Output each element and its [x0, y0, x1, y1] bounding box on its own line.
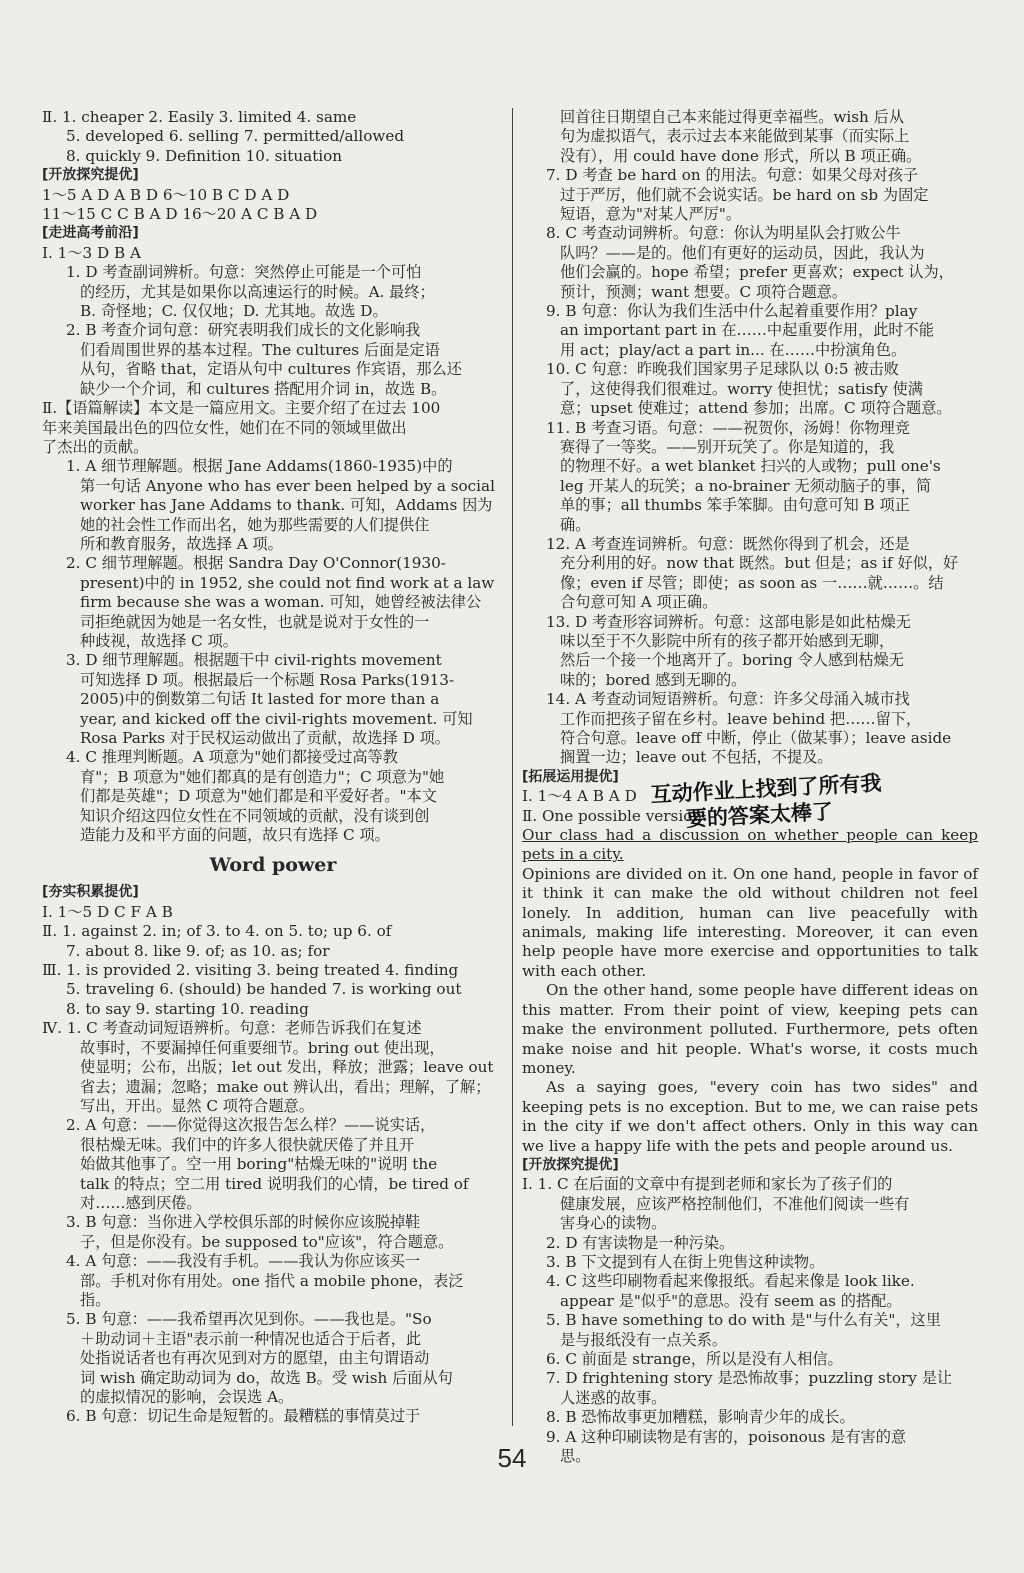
answer-line: 省去；遗漏；忽略；make out 辨认出，看出；理解，了解； [80, 1077, 491, 1096]
answer-line: 然后一个接一个地离开了。boring 令人感到枯燥无 [560, 651, 904, 670]
answer-line: appear 是"似乎"的意思。没有 seem as 的搭配。 [560, 1291, 902, 1310]
answer-line: 年来美国最出色的四位女性，她们在不同的领域里做出 [42, 418, 407, 437]
section-title: Word power [209, 854, 337, 877]
answer-line: 10. C 句意：昨晚我们国家男子足球队以 0:5 被击败 [546, 360, 899, 379]
answer-line: 5. traveling 6. (should) be handed 7. is working out [66, 980, 462, 999]
essay-paragraph: Opinions are divided on it. On one hand, people in favor of it think it can make the old without children not feel lonely. In addition, human can live peacefully with animals, making life interesting. Moreover, it can even help people have more exercise and opportunities to talk with each other. [522, 864, 978, 980]
answer-line: 合句意可知 A 项正确。 [560, 593, 718, 612]
answer-line: 子，但是你没有。be supposed to"应该"，符合题意。 [80, 1232, 454, 1251]
answer-line: 过于严厉，他们就不会说实话。be hard on sb 为固定 [560, 185, 929, 204]
answer-line: an important part in 在……中起重要作用，此时不能 [560, 321, 934, 340]
answer-line: 1～5 A D A B D 6～10 B C D A D [42, 185, 290, 204]
answer-line: Ⅰ. 1～3 D B A [42, 243, 141, 262]
answer-line: 7. D frightening story 是恐怖故事；puzzling story 是让 [546, 1369, 953, 1388]
handwritten-note-line: 互动作业上找到了所有我 [650, 770, 882, 807]
answer-line: 回首往日期望自己本来能过得更幸福些。wish 后从 [560, 108, 905, 126]
answer-line: 育"；B 项意为"她们都真的是有创造力"；C 项意为"她 [80, 767, 445, 786]
section-heading: [夯实积累提优] [42, 884, 139, 901]
answer-line: 8. to say 9. starting 10. reading [66, 999, 309, 1018]
answer-line: 她的社会性工作而出名，她为那些需要的人们提供住 [80, 515, 430, 534]
answer-line: Ⅱ.【语篇解读】本文是一篇应用文。主要介绍了在过去 100 [42, 399, 441, 418]
answer-line: ＋助动词＋主语"表示前一种情况也适合于后者，此 [80, 1329, 422, 1348]
answer-line: 确。 [560, 515, 591, 534]
answer-line: 7. about 8. like 9. of; as 10. as; for [66, 941, 330, 960]
answer-line: 11. B 考查习语。句意：——祝贺你，汤姆！你物理竞 [546, 418, 910, 437]
handwritten-note-line: 要的答案太棒了 [685, 799, 834, 832]
answer-line: 预计，预测；want 想要。C 项符合题意。 [560, 282, 848, 301]
answer-line: 2. C 细节理解题。根据 Sandra Day O'Connor(1930- [66, 554, 446, 573]
answer-line: 指。 [80, 1290, 111, 1309]
answer-line: Ⅱ. 1. cheaper 2. Easily 3. limited 4. same [42, 108, 357, 126]
answer-line: Ⅰ. 1～5 D C F A B [42, 902, 173, 921]
answer-line: 知识介绍这四位女性在不同领域的贡献，没有谈到创 [80, 806, 430, 825]
answer-line: 4. C 这些印刷物看起来像报纸。看起来像是 look like. [546, 1272, 915, 1291]
section-heading: [拓展运用提优] [522, 768, 619, 785]
answer-line: 4. C 推理判断题。A 项意为"她们都接受过高等教 [66, 748, 398, 767]
answer-line: 写出，开出。显然 C 项符合题意。 [80, 1096, 314, 1115]
answer-line: 3. B 句意：当你进入学校俱乐部的时候你应该脱掉鞋 [66, 1213, 421, 1232]
answer-line: Rosa Parks 对于民权运动做出了贡献，故选择 D 项。 [80, 729, 450, 747]
column-divider [512, 108, 513, 1426]
answer-line: 的物理不好。a wet blanket 扫兴的人或物；pull one's [560, 457, 941, 476]
answer-line: 没有），用 could have done 形式，所以 B 项正确。 [560, 146, 922, 165]
answer-line: Ⅲ. 1. is provided 2. visiting 3. being treated 4. finding [42, 961, 459, 980]
answer-line: 7. D 考查 be hard on 的用法。句意：如果父母对孩子 [546, 166, 919, 185]
answer-line: 他们会赢的。hope 希望；prefer 更喜欢；expect 认为， [560, 263, 954, 282]
answer-line: 5. B 句意：——我希望再次见到你。——我也是。"So [66, 1310, 432, 1329]
answer-line: 词 wish 确定助动词为 do，故选 B。受 wish 后面从句 [80, 1368, 453, 1387]
answer-line: firm because she was a woman. 可知，她曾经被法律公 [80, 593, 482, 612]
answer-line: 8. quickly 9. Definition 10. situation [66, 146, 343, 165]
answer-line: 味的；bored 感到无聊的。 [560, 670, 747, 689]
answer-line: 工作而把孩子留在乡村。leave behind 把……留下， [560, 709, 922, 728]
answer-line: present)中的 in 1952, she could not find work at a law [80, 573, 495, 592]
page-number: 54 [497, 1443, 527, 1473]
essay-paragraph: Our class had a discussion on whether people can keep pets in a city. [522, 826, 978, 864]
answer-line: 5. developed 6. selling 7. permitted/allowed [66, 127, 405, 146]
answer-line: 第一句话 Anyone who has ever been helped by a social [80, 476, 495, 495]
answer-line: Ⅰ. 1～4 A B A D [522, 787, 637, 806]
answer-line: 句为虚拟语气，表示过去本来能做到某事（而实际上 [560, 127, 910, 146]
answer-line: 搁置一边；leave out 不包括，不提及。 [560, 748, 833, 767]
answer-line: 充分利用的好。now that 既然。but 但是；as if 好似，好 [560, 554, 959, 573]
answer-line: Ⅱ. One possible version: [522, 806, 708, 825]
answer-line: 了，这使得我们很难过。worry 使担忧；satisfy 使满 [560, 379, 923, 398]
answer-line: 们都是英雄"；D 项意为"她们都是和平爱好者。"本文 [80, 787, 437, 806]
answer-line: 13. D 考查形容词辨析。句意：这部电影是如此枯燥无 [546, 612, 911, 631]
answer-line: 2. B 考查介词句意：研究表明我们成长的文化影响我 [66, 321, 421, 340]
answer-line: 8. C 考查动词辨析。句意：你认为明星队会打败公牛 [546, 224, 901, 243]
answer-line: 司拒绝就因为她是一名女性，也就是说对于女性的一 [80, 612, 430, 631]
answer-line: 所和教育服务，故选择 A 项。 [80, 534, 283, 553]
answer-line: Ⅳ. 1. C 考查动词短语辨析。句意：老师告诉我们在复述 [42, 1019, 422, 1038]
essay-paragraph: On the other hand, some people have different ideas on this matter. From their point of view, keeping pets can make the environment polluted. Furthermore, pets often make noise and hit people. What's worse, it costs much money. [522, 981, 978, 1077]
answer-line: 始做其他事了。空一用 boring"枯燥无味的"说明 the [80, 1155, 438, 1174]
answer-line: worker has Jane Addams to thank. 可知，Addams 因为 [80, 496, 493, 515]
answer-line: 用 act；play/act a part in... 在……中扮演角色。 [560, 340, 907, 359]
essay-paragraph: As a saying goes, "every coin has two sides" and keeping pets is no exception. But to me, we can raise pets in the city if we don't affect others. Only in this way can we live a happy life with the pets and people around us. [522, 1078, 978, 1155]
answer-line: 8. B 恐怖故事更加糟糕，影响青少年的成长。 [546, 1408, 855, 1427]
answer-line: 是与报纸没有一点关系。 [560, 1330, 728, 1349]
answer-line: 故事时，不要漏掉任何重要细节。bring out 使出现， [80, 1038, 445, 1057]
answer-line: talk 的特点；空二用 tired 说明我们的心情，be tired of [80, 1174, 469, 1193]
answer-line: Ⅱ. 1. against 2. in; of 3. to 4. on 5. to; up 6. of [42, 922, 392, 941]
answer-line: B. 奇怪地；C. 仅仅地；D. 尤其地。故选 D。 [80, 302, 388, 321]
answer-line: 从句，省略 that，定语从句中 cultures 作宾语，那么还 [80, 360, 462, 379]
answer-line: 味以至于不久影院中所有的孩子都开始感到无聊， [560, 631, 895, 650]
answer-line: 1. D 考查副词辨析。句意：突然停止可能是一个可怕 [66, 263, 422, 282]
answer-line: 赛得了一等奖。——别开玩笑了。你是知道的，我 [560, 437, 895, 456]
answer-line: 6. B 句意：切记生命是短暂的。最糟糕的事情莫过于 [66, 1407, 421, 1426]
section-heading: [开放探究提优] [42, 167, 139, 184]
answer-line: 符合句意。leave off 中断，停止（做某事）；leave aside [560, 729, 952, 747]
answer-line: 6. C 前面是 strange，所以是没有人相信。 [546, 1350, 843, 1368]
answer-line: 很枯燥无味。我们中的许多人很快就厌倦了并且开 [80, 1135, 415, 1154]
answer-line: 种歧视，故选择 C 项。 [80, 631, 238, 650]
answer-line: 们看周围世界的基本过程。The cultures 后面是定语 [80, 340, 440, 359]
answer-line: 队吗？——是的。他们有更好的运动员，因此，我认为 [560, 243, 925, 262]
answer-line: 2. D 有害读物是一种污染。 [546, 1233, 735, 1252]
answer-line: 人迷惑的故事。 [560, 1388, 667, 1407]
answer-line: 害身心的读物。 [560, 1214, 667, 1233]
answer-line: 2005)中的倒数第二句话 It lasted for more than a [80, 690, 440, 709]
answer-line: 11～15 C C B A D 16～20 A C B A D [42, 205, 318, 224]
answer-line: 部。手机对你有用处。one 指代 a mobile phone，表泛 [80, 1271, 464, 1290]
answer-line: 9. A 这种印刷读物是有害的，poisonous 是有害的意 [546, 1427, 907, 1446]
answer-line: 可知选择 D 项。根据最后一个标题 Rosa Parks(1913- [80, 670, 455, 689]
answer-line: year, and kicked off the civil-rights movement. 可知 [80, 709, 473, 728]
answer-line: 单的事；all thumbs 笨手笨脚。由句意可知 B 项正 [560, 496, 910, 515]
section-heading: [开放探究提优] [522, 1156, 619, 1173]
answer-line: 5. B have something to do with 是"与什么有关"，这里 [546, 1311, 941, 1330]
answer-line: 健康发展，应该严格控制他们，不准他们阅读一些有 [560, 1194, 910, 1213]
answer-line: 4. A 句意：——我没有手机。——我认为你应该买一 [66, 1252, 421, 1271]
answer-line: Ⅰ. 1. C 在后面的文章中有提到老师和家长为了孩子们的 [522, 1175, 893, 1194]
answer-line: 处指说话者也有再次见到对方的愿望，由主句谓语动 [80, 1349, 430, 1368]
left-column [42, 108, 504, 1427]
answer-line: 9. B 句意：你认为我们生活中什么起着重要作用？play [546, 302, 918, 321]
answer-line: leg 开某人的玩笑；a no-brainer 无须动脑子的事，简 [560, 476, 932, 495]
answer-line: 14. A 考查动词短语辨析。句意：许多父母涌入城市找 [546, 690, 910, 709]
answer-line: 的经历，尤其是如果你以高速运行的时候。A. 最终； [80, 282, 435, 301]
answer-line: 12. A 考查连词辨析。句意：既然你得到了机会，还是 [546, 534, 910, 553]
answer-line: 短语，意为"对某人严厉"。 [560, 205, 742, 224]
answer-line: 使显明；公布，出版；let out 发出，释放；泄露；leave out [80, 1058, 494, 1077]
answer-line: 3. B 下文提到有人在街上兜售这种读物。 [546, 1252, 825, 1271]
answer-line: 思。 [560, 1447, 591, 1466]
section-heading: [走进高考前沿] [42, 225, 139, 242]
answer-line: 缺少一个介词，和 cultures 搭配用介词 in，故选 B。 [80, 379, 447, 398]
answer-line: 的虚拟情况的影响，会误选 A。 [80, 1388, 294, 1406]
answer-line: 了杰出的贡献。 [42, 437, 149, 456]
answer-line: 2. A 句意：——你觉得这次报告怎么样？——说实话， [66, 1116, 436, 1135]
answer-line: 1. A 细节理解题。根据 Jane Addams(1860-1935)中的 [66, 457, 453, 476]
answer-line: 像；even if 尽管；即使；as soon as 一……就……。结 [560, 573, 944, 592]
answer-line: 3. D 细节理解题。根据题干中 civil-rights movement [66, 651, 442, 670]
answer-line: 造能力及和平方面的问题，故只有选择 C 项。 [80, 826, 390, 845]
answer-line: 对……感到厌倦。 [80, 1193, 202, 1212]
answer-line: 意；upset 使难过；attend 参加；出席。C 项符合题意。 [560, 399, 952, 418]
